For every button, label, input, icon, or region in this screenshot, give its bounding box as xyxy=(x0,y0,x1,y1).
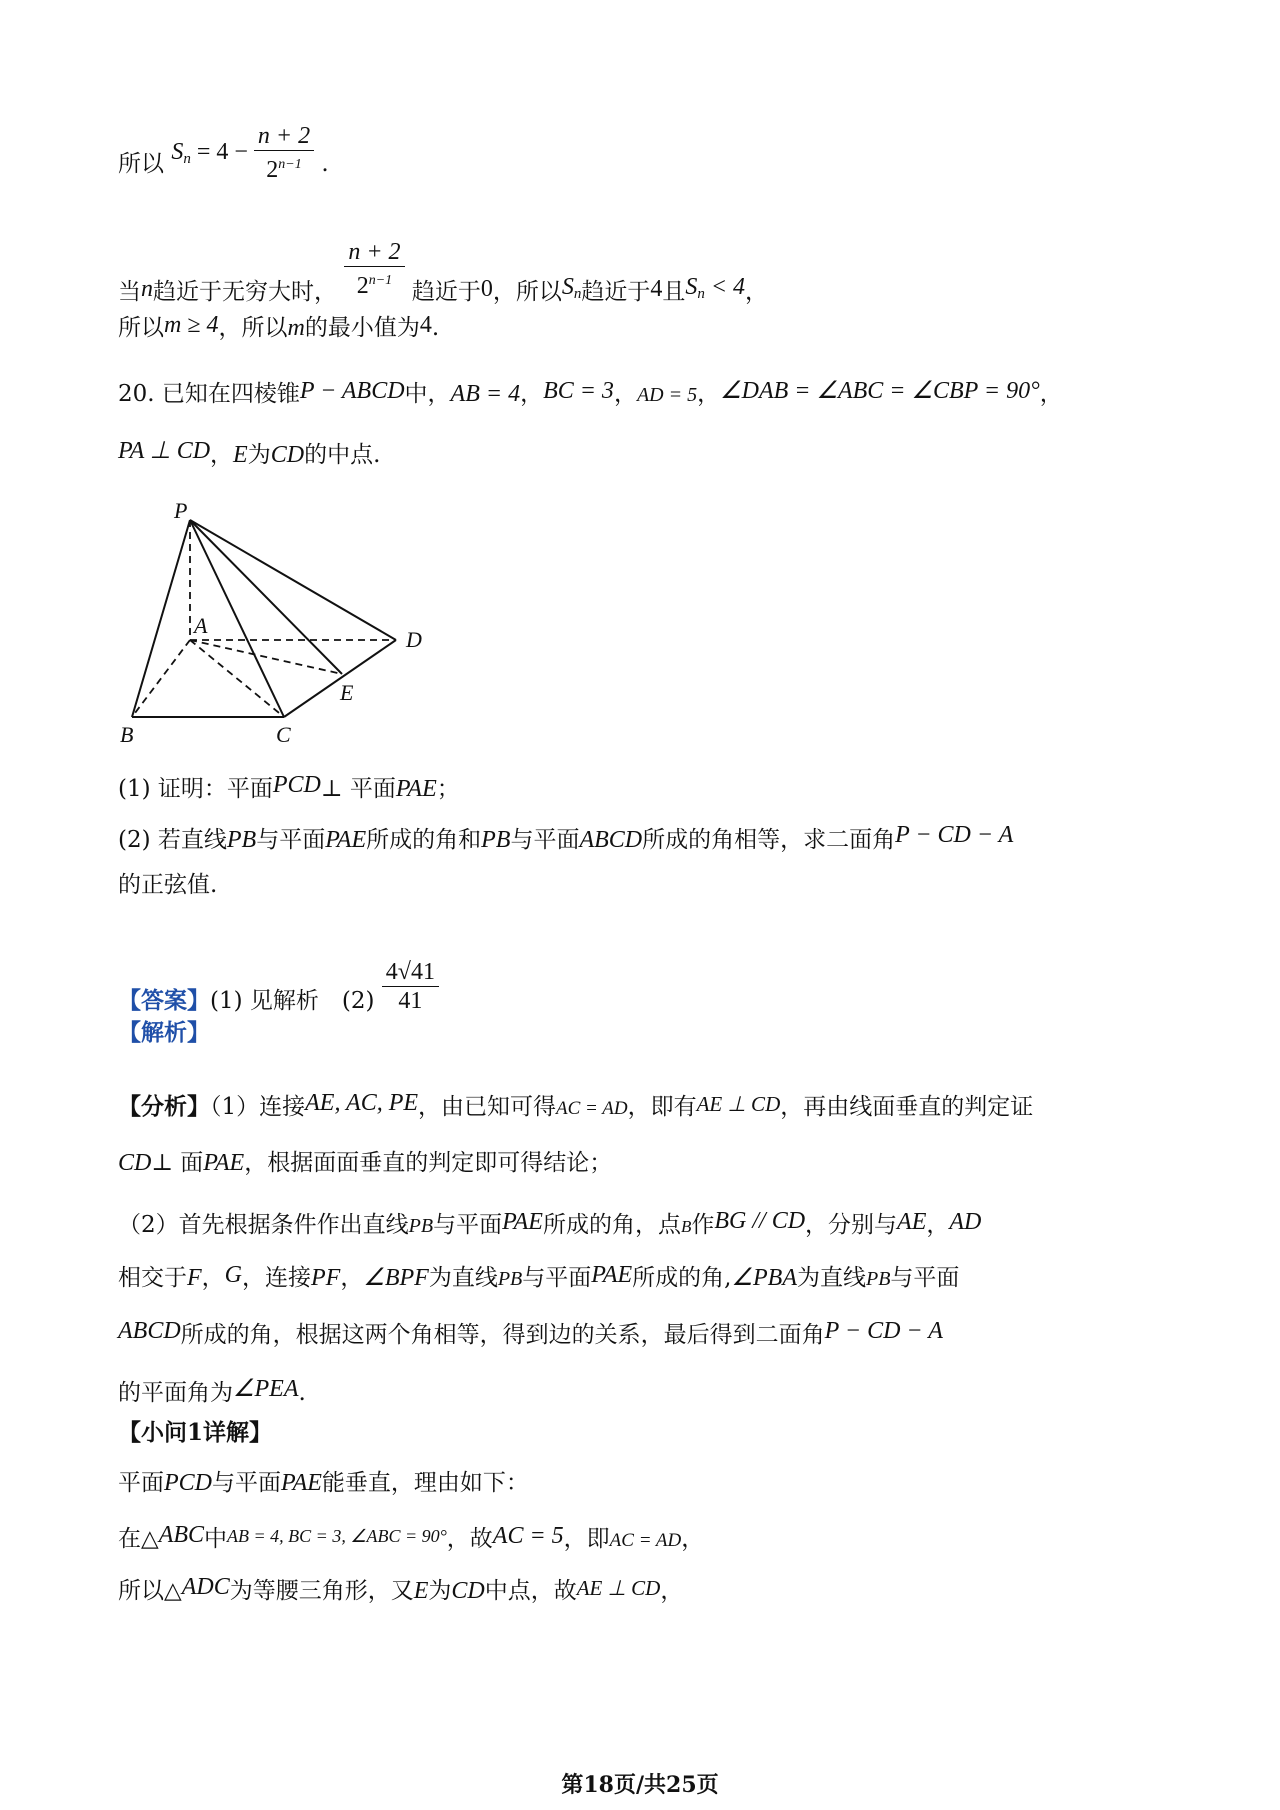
math-conditions: AB = 4, BC = 3, ∠ABC = 90° xyxy=(227,1526,447,1546)
math-ad: AD = 5 xyxy=(636,384,698,406)
den-base: 2 xyxy=(356,273,369,299)
den-exponent: n−1 xyxy=(278,157,302,172)
edge-pe xyxy=(190,520,342,674)
text: ⊥ 面 xyxy=(151,1150,204,1176)
fenxi-line-5 xyxy=(118,1316,943,1350)
math-pb: PB xyxy=(865,1268,891,1290)
math-angle-pea: ∠PEA xyxy=(233,1376,299,1402)
math-ac-eq-5: AC = 5 xyxy=(492,1523,564,1549)
text: 所成的角相等，求二面角 xyxy=(642,827,896,853)
text: . xyxy=(298,1380,306,1406)
text: ， xyxy=(660,1578,684,1604)
text: ， xyxy=(926,1212,950,1238)
text: 趋近于 xyxy=(411,279,481,305)
math-zero: 0 xyxy=(480,276,493,302)
text: 趋近于 xyxy=(581,279,651,305)
answer-tag: 【答案】 xyxy=(118,987,210,1014)
fraction-numerator: n + 2 xyxy=(344,238,404,267)
math-pae: PAE xyxy=(203,1150,245,1176)
period: . xyxy=(321,151,329,177)
fraction-denominator: 41 xyxy=(398,988,423,1014)
detail-line-3 xyxy=(118,1572,683,1606)
math-pf: PF xyxy=(311,1265,341,1291)
text: 相交于 xyxy=(118,1265,187,1291)
math-ae-ac-pe: AE, AC, PE xyxy=(305,1090,419,1116)
pyramid-figure xyxy=(118,500,448,750)
fenxi-line-3 xyxy=(118,1206,981,1242)
text: 为等腰三角形，又 xyxy=(229,1578,414,1604)
fenxi-line-1 xyxy=(118,1088,1033,1124)
edge-ae xyxy=(190,640,342,674)
lt-four: < 4 xyxy=(704,274,746,300)
text: 趋近于无穷大时， xyxy=(153,279,337,305)
math-pae: PAE xyxy=(281,1470,322,1496)
text: ，再由线面垂直的判定证 xyxy=(780,1094,1034,1120)
text: ， xyxy=(210,442,234,468)
text: （1）连接 xyxy=(210,1094,306,1120)
math-angles: ∠DAB = ∠ABC = ∠CBP = 90° xyxy=(720,378,1040,404)
text: 平面 xyxy=(118,1470,164,1496)
text: 与平面 xyxy=(256,827,326,853)
text: 的中点. xyxy=(304,442,381,468)
label-a: A xyxy=(194,613,208,638)
text: （2）首先根据条件作出直线 xyxy=(118,1212,409,1238)
text: ⊥ 平面 xyxy=(320,776,396,802)
fenxi-line-4 xyxy=(118,1260,959,1294)
math-sn xyxy=(171,139,191,165)
text: ， xyxy=(1039,381,1063,407)
text: 与平面 xyxy=(890,1265,960,1291)
math-m: m xyxy=(287,315,305,341)
edge-pb xyxy=(132,520,190,717)
sn-symbol: S xyxy=(171,139,184,165)
text: ； xyxy=(436,776,460,802)
limit-line xyxy=(118,238,768,309)
fenxi-tag: 【分析】 xyxy=(118,1093,210,1120)
math-pae: PAE xyxy=(325,827,367,853)
text: 能垂直，理由如下： xyxy=(321,1470,529,1496)
fraction-numerator: 4√41 xyxy=(382,958,439,987)
math-ac-ad: AC = AD xyxy=(609,1530,682,1551)
math-sn-lt-4 xyxy=(685,274,745,300)
text: . xyxy=(431,315,440,341)
edge-ac xyxy=(190,640,284,717)
text: 所成的角，点 xyxy=(542,1212,681,1238)
fraction-numerator: n + 2 xyxy=(254,122,314,151)
answer-text: (1) 见解析 (2) xyxy=(210,988,375,1014)
math-g: G xyxy=(224,1262,243,1288)
text: ， xyxy=(340,1265,364,1291)
math-e: E xyxy=(413,1578,429,1604)
sn-symbol: S xyxy=(685,274,698,300)
text: 在△ xyxy=(118,1526,159,1552)
math-pa-perp-cd: PA ⊥ CD xyxy=(118,438,211,464)
math-pb: PB xyxy=(226,827,257,853)
sn-symbol: S xyxy=(561,274,574,300)
text: 的正弦值. xyxy=(118,872,218,898)
text: 所以 xyxy=(118,151,164,177)
math-ae-perp-cd: AE ⊥ CD xyxy=(576,1576,661,1600)
part-2 xyxy=(118,820,1013,855)
text: 中， xyxy=(404,381,451,407)
math-f: F xyxy=(187,1265,202,1291)
text: 所以 xyxy=(118,315,164,341)
math-e: E xyxy=(233,442,248,468)
text: 为直线 xyxy=(428,1265,498,1291)
math-abcd: ABCD xyxy=(118,1318,181,1344)
math-bc: BC = 3 xyxy=(543,378,614,404)
math-pcd: PCD xyxy=(272,772,321,798)
sum-formula-line xyxy=(118,122,329,184)
math-abcd: ABCD xyxy=(579,827,643,853)
text: 为 xyxy=(247,442,271,468)
text: 所成的角和 xyxy=(366,827,482,853)
math-m-ge-4: m ≥ 4 xyxy=(164,312,219,338)
text: (2) 若直线 xyxy=(118,827,227,853)
text: ， xyxy=(520,381,544,407)
math-cd: CD xyxy=(270,442,305,468)
math-dihedral: P − CD − A xyxy=(824,1318,943,1344)
math-dihedral: P − CD − A xyxy=(895,822,1014,848)
text: ，故 xyxy=(446,1526,493,1552)
text: 与平面 xyxy=(433,1212,503,1238)
text: 作 xyxy=(691,1212,715,1238)
label-e: E xyxy=(340,680,354,705)
text: 所成的角, xyxy=(632,1265,732,1291)
subquestion-1-header xyxy=(118,1418,272,1448)
math-pb: PB xyxy=(481,827,511,853)
question-number: 20. 已知在四棱锥 xyxy=(118,381,300,407)
text: 与平面 xyxy=(522,1265,592,1291)
text: ，即有 xyxy=(627,1094,697,1120)
analysis-tag: 【解析】 xyxy=(118,1019,210,1046)
fenxi-line-2 xyxy=(118,1148,612,1178)
text: ，由已知可得 xyxy=(418,1094,557,1120)
math-n: n xyxy=(141,276,153,302)
text: ， xyxy=(613,381,637,407)
sn-subscript: n xyxy=(573,286,582,302)
text: ， xyxy=(681,1526,705,1552)
text: ，根据面面垂直的判定即可得结论； xyxy=(244,1150,613,1176)
math-bg-parallel-cd: BG // CD xyxy=(714,1208,806,1234)
question-20-line-1 xyxy=(118,376,1063,410)
math-cd: CD xyxy=(451,1578,485,1604)
text: 当 xyxy=(118,279,141,305)
part-2-cont xyxy=(118,870,217,900)
text: 的最小值为 xyxy=(304,315,420,341)
math-ad: AD xyxy=(949,1209,982,1235)
text: 与平面 xyxy=(510,827,580,853)
fraction-denominator xyxy=(344,267,404,300)
text: 中点，故 xyxy=(484,1578,577,1604)
math-pae: PAE xyxy=(591,1262,633,1288)
math-four: 4 xyxy=(419,312,432,338)
edge-ab xyxy=(132,640,190,717)
detail-line-1 xyxy=(118,1468,529,1498)
math-adc: ADC xyxy=(181,1574,230,1600)
part-1 xyxy=(118,770,460,804)
text: 为直线 xyxy=(796,1265,866,1291)
text: 所以△ xyxy=(118,1578,182,1604)
fraction xyxy=(344,238,404,300)
question-20-line-2 xyxy=(118,436,380,470)
math-cd: CD xyxy=(118,1150,152,1176)
text: 与平面 xyxy=(212,1470,281,1496)
analysis-header xyxy=(118,1018,210,1048)
math-sn xyxy=(562,274,582,300)
label-c: C xyxy=(276,722,291,747)
fraction-denominator xyxy=(254,151,314,184)
fenxi-line-6 xyxy=(118,1374,306,1408)
text: 且 xyxy=(662,279,686,305)
subquestion-tag: 【小问1详解】 xyxy=(118,1419,273,1446)
detail-line-2 xyxy=(118,1520,704,1556)
answer-line xyxy=(118,958,439,1016)
den-base: 2 xyxy=(266,157,279,183)
math-pb: PB xyxy=(408,1215,434,1237)
min-value-line xyxy=(118,310,439,343)
edge-cd xyxy=(284,640,396,717)
text: ， xyxy=(697,381,721,407)
math-ab: AB = 4 xyxy=(450,381,521,407)
text: ，即 xyxy=(563,1526,610,1552)
page-footer: 第18页/共25页 xyxy=(561,1772,719,1798)
text: ，连接 xyxy=(242,1265,312,1291)
label-b: B xyxy=(120,722,134,747)
label-d: D xyxy=(406,627,422,652)
eq-4-minus: = 4 − xyxy=(190,139,254,165)
text: (1) 证明：平面 xyxy=(118,776,273,802)
math-angle-bpf: ∠BPF xyxy=(363,1265,429,1291)
math-pae: PAE xyxy=(395,776,437,802)
math-b: B xyxy=(680,1217,692,1236)
text: 中 xyxy=(204,1526,228,1552)
text: ，所以 xyxy=(492,279,562,305)
math-angle-pba: ∠PBA xyxy=(731,1265,797,1291)
den-exponent: n−1 xyxy=(368,273,393,288)
math-pyramid: P − ABCD xyxy=(299,378,405,404)
math-pcd: PCD xyxy=(164,1470,212,1496)
text: ，所以 xyxy=(218,315,288,341)
sn-subscript: n xyxy=(183,151,191,167)
text: ， xyxy=(201,1265,225,1291)
math-pae: PAE xyxy=(502,1209,543,1235)
answer-fraction xyxy=(382,958,439,1015)
math-four: 4 xyxy=(650,276,663,302)
math-abc: ABC xyxy=(158,1522,205,1548)
text: ，分别与 xyxy=(805,1212,898,1238)
math-ae: AE xyxy=(897,1209,927,1235)
math-pb: PB xyxy=(497,1268,523,1290)
math-ac-ad: AC = AD xyxy=(556,1098,628,1119)
edge-pd xyxy=(190,520,396,640)
label-p: P xyxy=(174,500,188,523)
text: 所成的角，根据这两个角相等，得到边的关系，最后得到二面角 xyxy=(180,1322,825,1348)
math-ae-perp-cd: AE ⊥ CD xyxy=(696,1092,781,1116)
text: 为 xyxy=(428,1578,452,1604)
sn-subscript: n xyxy=(697,286,705,302)
fraction xyxy=(254,122,314,184)
text: ， xyxy=(745,279,769,305)
text: 的平面角为 xyxy=(118,1380,233,1406)
